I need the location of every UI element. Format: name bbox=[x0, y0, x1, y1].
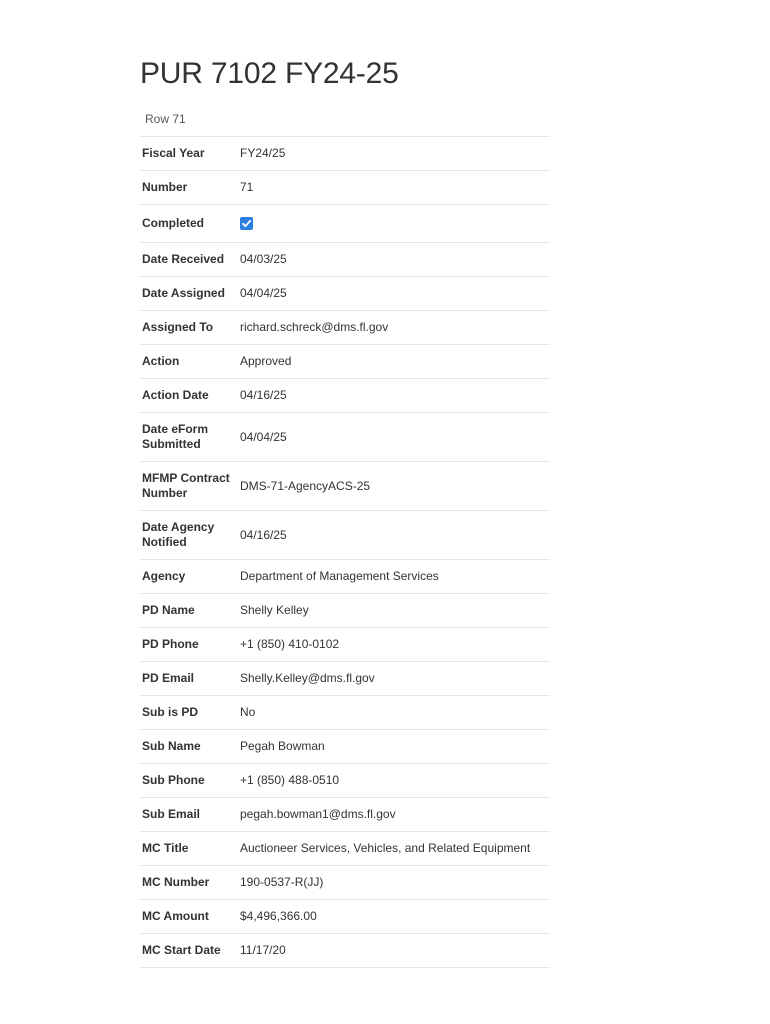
field-value: Approved bbox=[240, 354, 292, 368]
field-label: Sub Phone bbox=[142, 773, 205, 787]
checkmark-icon bbox=[241, 218, 252, 229]
field-value: 11/17/20 bbox=[240, 943, 286, 957]
field-label: Sub is PD bbox=[142, 705, 199, 719]
field-value: 04/16/25 bbox=[240, 527, 287, 542]
field-value: 04/04/25 bbox=[240, 429, 287, 444]
field-label: Action bbox=[142, 354, 180, 368]
field-row-action-date bbox=[140, 379, 550, 413]
field-row-mc-number bbox=[140, 866, 550, 900]
field-row-date-agency-notified bbox=[140, 511, 550, 560]
field-label: Date Agency Notified bbox=[142, 520, 215, 549]
field-row-pd-phone bbox=[140, 628, 550, 662]
field-value: pegah.bowman1@dms.fl.gov bbox=[240, 807, 396, 821]
field-row-mc-title bbox=[140, 832, 550, 866]
field-row-assigned-to bbox=[140, 311, 550, 345]
field-label: Fiscal Year bbox=[142, 146, 205, 160]
field-value: 71 bbox=[240, 180, 254, 194]
field-value: 04/16/25 bbox=[240, 388, 287, 402]
field-label: PD Name bbox=[142, 603, 195, 617]
field-value: $4,496,366.00 bbox=[240, 909, 317, 923]
record-page bbox=[140, 54, 550, 957]
field-value: Auctioneer Services, Vehicles, and Related Equipment bbox=[240, 841, 531, 855]
field-value: Pegah Bowman bbox=[240, 739, 325, 753]
field-label: PD Phone bbox=[142, 637, 199, 651]
field-label: MC Amount bbox=[142, 909, 209, 923]
field-label: Agency bbox=[142, 569, 186, 583]
field-label: Completed bbox=[142, 216, 205, 230]
field-label: Sub Name bbox=[142, 739, 201, 753]
field-label: MFMP Contract Number bbox=[142, 471, 230, 500]
field-row-mfmp-contract-number bbox=[140, 462, 550, 511]
field-row-pd-name bbox=[140, 594, 550, 628]
field-value: +1 (850) 488-0510 bbox=[240, 773, 340, 787]
field-label: Number bbox=[142, 180, 188, 194]
field-row-completed bbox=[140, 205, 550, 243]
field-value: No bbox=[240, 705, 256, 719]
field-label: MC Title bbox=[142, 841, 189, 855]
field-value bbox=[240, 216, 550, 231]
field-value: 04/03/25 bbox=[240, 252, 287, 266]
field-value: Shelly.Kelley@dms.fl.gov bbox=[240, 671, 375, 685]
page-title: PUR 7102 FY24-25 bbox=[140, 57, 399, 90]
field-label: Action Date bbox=[142, 388, 209, 402]
field-row-pd-email bbox=[140, 662, 550, 696]
field-row-date-eform-submitted bbox=[140, 413, 550, 462]
field-value: FY24/25 bbox=[240, 146, 286, 160]
field-row-sub-phone bbox=[140, 764, 550, 798]
field-value: richard.schreck@dms.fl.gov bbox=[240, 320, 389, 334]
field-table bbox=[140, 136, 550, 968]
field-row-agency bbox=[140, 560, 550, 594]
field-row-mc-amount bbox=[140, 900, 550, 934]
field-value: Department of Management Services bbox=[240, 569, 439, 583]
field-value: DMS-71-AgencyACS-25 bbox=[240, 478, 371, 493]
field-value: +1 (850) 410-0102 bbox=[240, 637, 340, 651]
field-row-sub-name bbox=[140, 730, 550, 764]
field-value: 04/04/25 bbox=[240, 286, 287, 300]
field-row-action bbox=[140, 345, 550, 379]
field-label: Assigned To bbox=[142, 320, 214, 334]
row-subtitle: Row 71 bbox=[145, 112, 186, 126]
field-value: Shelly Kelley bbox=[240, 603, 309, 617]
field-row-mc-start-date bbox=[140, 934, 550, 968]
field-label: Date eForm Submitted bbox=[142, 422, 209, 451]
field-label: MC Number bbox=[142, 875, 210, 889]
field-label: Date Received bbox=[142, 252, 225, 266]
field-row-date-assigned bbox=[140, 277, 550, 311]
field-row-sub-is-pd bbox=[140, 696, 550, 730]
field-row-number bbox=[140, 171, 550, 205]
field-label: PD Email bbox=[142, 671, 195, 685]
field-label: Date Assigned bbox=[142, 286, 225, 300]
field-label: MC Start Date bbox=[142, 943, 221, 957]
completed-checkbox[interactable] bbox=[240, 217, 253, 230]
field-label: Sub Email bbox=[142, 807, 201, 821]
field-row-date-received bbox=[140, 243, 550, 277]
field-row-sub-email bbox=[140, 798, 550, 832]
field-value: 190-0537-R(JJ) bbox=[240, 875, 324, 889]
field-row-fiscal-year bbox=[140, 137, 550, 171]
